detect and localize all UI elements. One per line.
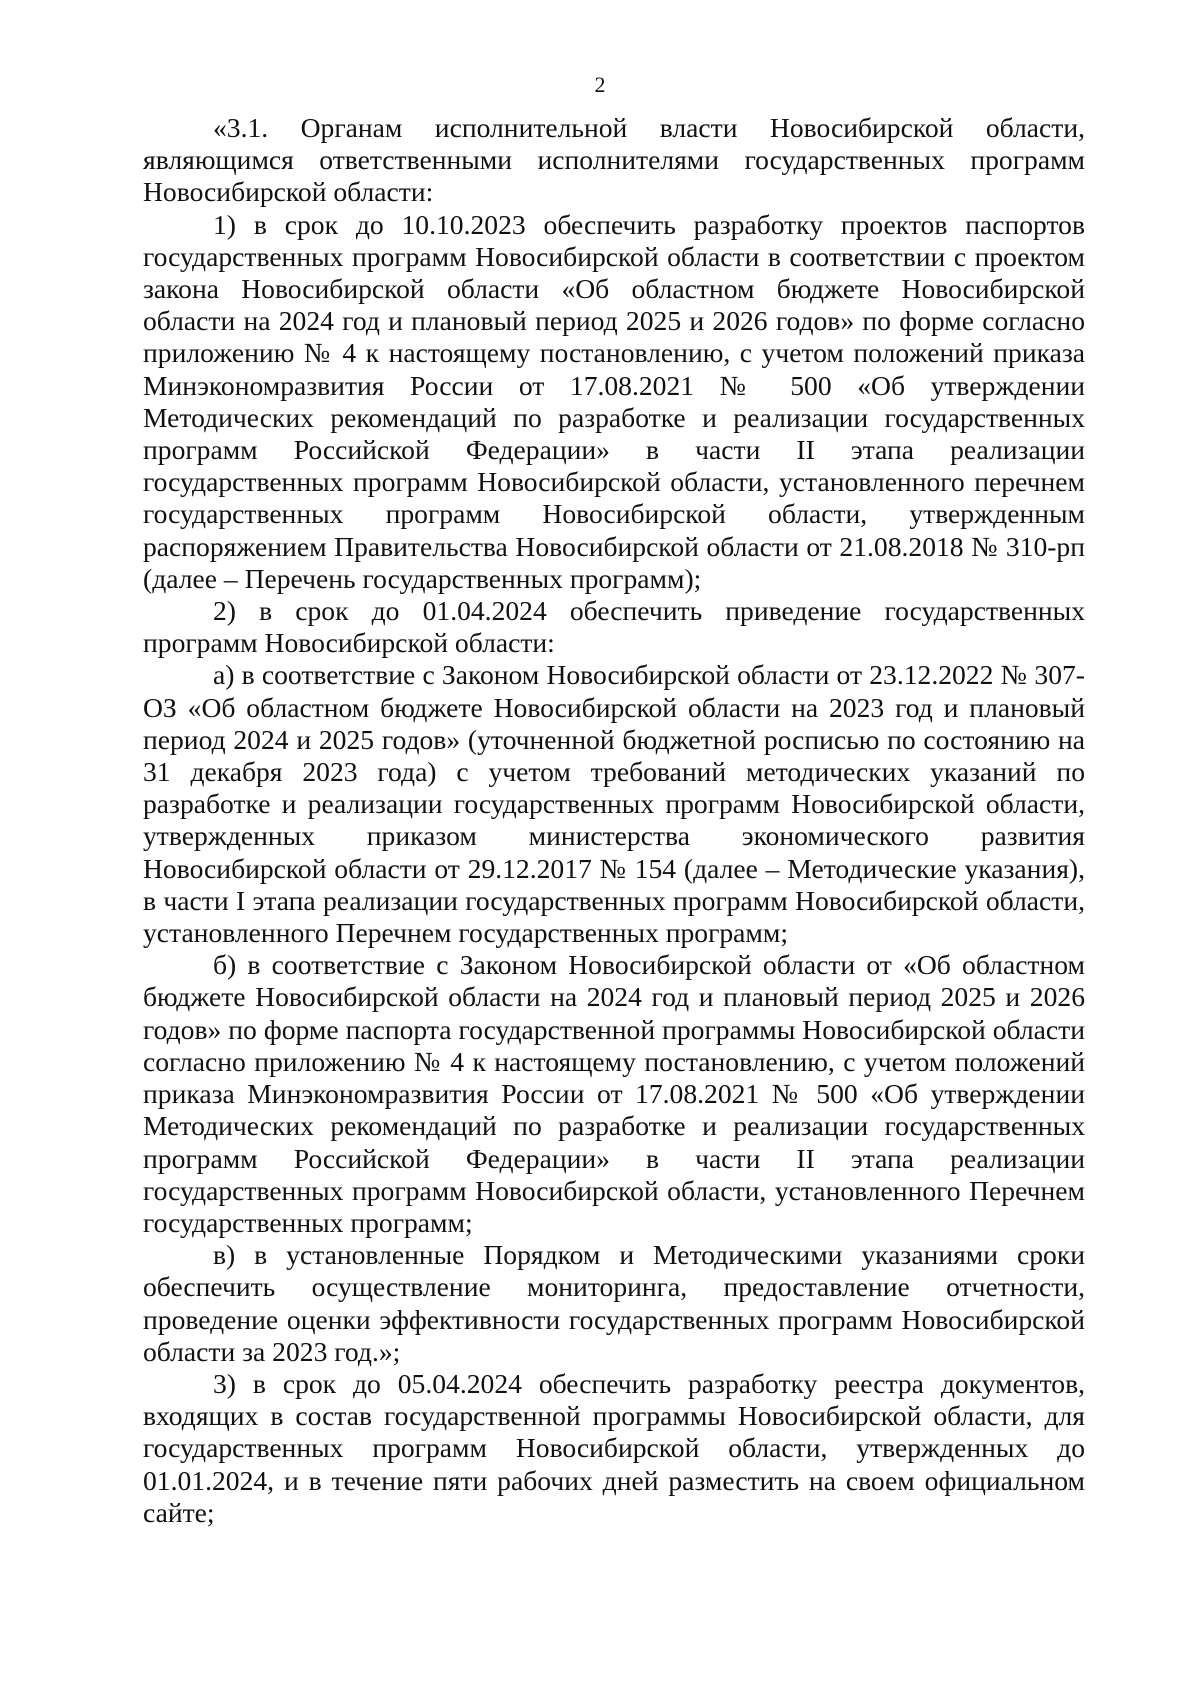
paragraph-item-2: 2) в срок до 01.04.2024 обеспечить приведение государственных программ Новосибирской области: — [143, 595, 1085, 659]
paragraph-3-1: «3.1. Органам исполнительной власти Новосибирской области, являющимся ответственными исполнителями государственных программ Новосибирской области: — [143, 112, 1085, 208]
paragraph-item-2b: б) в соответствие с Законом Новосибирской области от «Об областном бюджете Новосибирской области на 2024 год и плановый период 2025 и 2026 годов» по форме паспорта государственной программы Новосибирской области согласно приложению № 4 к настоящему постановлению, с учетом положений приказа Минэкономразвития России от 17.08.2021 № 500 «Об утверждении Методических рекомендаций по разработке и реализации государственных программ Российской Федерации» в части II этапа реализации государственных программ Новосибирской области, установленного Перечнем государственных программ; — [143, 949, 1085, 1238]
paragraph-item-2a: а) в соответствие с Законом Новосибирской области от 23.12.2022 № 307-ОЗ «Об областном бюджете Новосибирской области на 2023 год и плановый период 2024 и 2025 годов» (уточненной бюджетной росписью по состоянию на 31 декабря 2023 года) с учетом требований методических указаний по разработке и реализации государственных программ Новосибирской области, утвержденных приказом министерства экономического развития Новосибирской области от 29.12.2017 № 154 (далее – Методические указания), в части I этапа реализации государственных программ Новосибирской области, установленного Перечнем государственных программ; — [143, 659, 1085, 949]
page-number: 2 — [594, 72, 606, 97]
paragraph-item-1: 1) в срок до 10.10.2023 обеспечить разработку проектов паспортов государственных программ Новосибирской области в соответствии с проектом закона Новосибирской области «Об областном бюджете Новосибирской области на 2024 год и плановый период 2025 и 2026 годов» по форме согласно приложению № 4 к настоящему постановлению, с учетом положений приказа Минэкономразвития России от 17.08.2021 № 500 «Об утверждении Методических рекомендаций по разработке и реализации государственных программ Российской Федерации» в части II этапа реализации государственных программ Новосибирской области, установленного перечнем государственных программ Новосибирской области, утвержденным распоряжением Правительства Новосибирской области от 21.08.2018 № 310-рп (далее – Перечень государственных программ); — [143, 208, 1085, 594]
paragraph-item-2c: в) в установленные Порядком и Методическими указаниями сроки обеспечить осуществление мониторинга, предоставление отчетности, проведение оценки эффективности государственных программ Новосибирской области за 2023 год.»; — [143, 1239, 1085, 1367]
paragraph-item-3: 3) в срок до 05.04.2024 обеспечить разработку реестра документов, входящих в состав государственной программы Новосибирской области, для государственных программ Новосибирской области, утвержденных до 01.01.2024, и в течение пяти рабочих дней разместить на своем официальном сайте; — [143, 1367, 1085, 1528]
document-body — [143, 112, 1085, 1529]
